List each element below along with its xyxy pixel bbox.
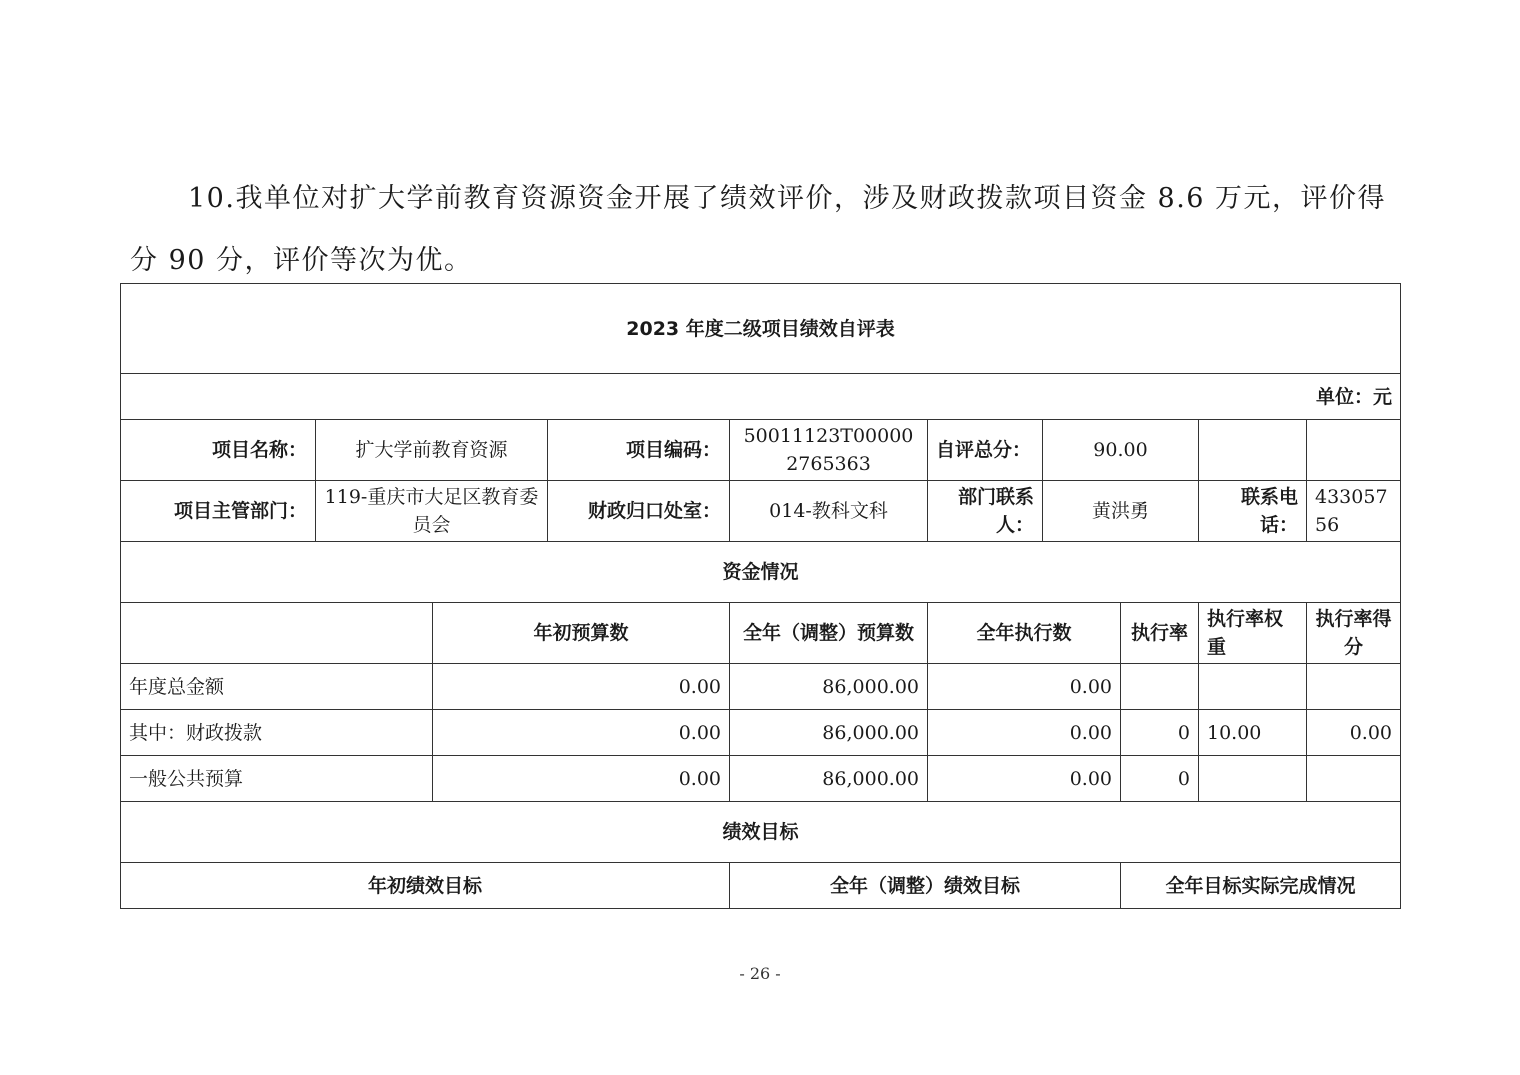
dept-value: 119-重庆市大足区教育委员会 bbox=[316, 481, 548, 542]
unit-label: 单位：元 bbox=[121, 374, 1401, 420]
weight-value bbox=[1199, 664, 1307, 710]
empty-cell bbox=[1199, 420, 1307, 481]
adjusted-value: 86,000.00 bbox=[730, 710, 928, 756]
project-name-value: 扩大学前教育资源 bbox=[316, 420, 548, 481]
goals-header: 全年目标实际完成情况 bbox=[1121, 863, 1401, 909]
weight-value: 10.00 bbox=[1199, 710, 1307, 756]
project-name-label: 项目名称： bbox=[121, 420, 316, 481]
office-label: 财政归口处室： bbox=[548, 481, 730, 542]
page-number: - 26 - bbox=[739, 964, 781, 983]
funds-header: 执行率 bbox=[1121, 603, 1199, 664]
score-value bbox=[1307, 664, 1401, 710]
table-row bbox=[121, 664, 1401, 710]
funds-header: 全年执行数 bbox=[928, 603, 1121, 664]
phone-value: 43305756 bbox=[1307, 481, 1401, 542]
table-row bbox=[121, 756, 1401, 802]
score-label: 自评总分： bbox=[928, 420, 1043, 481]
score-value: 0.00 bbox=[1307, 710, 1401, 756]
performance-table bbox=[120, 283, 1401, 909]
table-title: 2023 年度二级项目绩效自评表 bbox=[121, 284, 1401, 374]
score-value bbox=[1307, 756, 1401, 802]
contact-value: 黄洪勇 bbox=[1043, 481, 1199, 542]
executed-value: 0.00 bbox=[928, 756, 1121, 802]
row-label: 其中：财政拨款 bbox=[121, 710, 433, 756]
initial-value: 0.00 bbox=[433, 664, 730, 710]
row-label: 一般公共预算 bbox=[121, 756, 433, 802]
phone-label: 联系电话： bbox=[1199, 481, 1307, 542]
weight-value bbox=[1199, 756, 1307, 802]
empty-cell bbox=[121, 603, 433, 664]
empty-cell bbox=[1307, 420, 1401, 481]
funds-header: 执行率权重 bbox=[1199, 603, 1307, 664]
goals-section-title: 绩效目标 bbox=[121, 802, 1401, 863]
funds-header: 全年（调整）预算数 bbox=[730, 603, 928, 664]
funds-header: 执行率得分 bbox=[1307, 603, 1401, 664]
adjusted-value: 86,000.00 bbox=[730, 756, 928, 802]
project-code-value: 50011123T000002765363 bbox=[730, 420, 928, 481]
rate-value: 0 bbox=[1121, 756, 1199, 802]
rate-value: 0 bbox=[1121, 710, 1199, 756]
office-value: 014-教科文科 bbox=[730, 481, 928, 542]
executed-value: 0.00 bbox=[928, 664, 1121, 710]
score-value: 90.00 bbox=[1043, 420, 1199, 481]
table-row bbox=[121, 710, 1401, 756]
initial-value: 0.00 bbox=[433, 710, 730, 756]
goals-header: 年初绩效目标 bbox=[121, 863, 730, 909]
goals-header: 全年（调整）绩效目标 bbox=[730, 863, 1121, 909]
rate-value bbox=[1121, 664, 1199, 710]
contact-label: 部门联系人： bbox=[928, 481, 1043, 542]
funds-section-title: 资金情况 bbox=[121, 542, 1401, 603]
intro-paragraph: 10.我单位对扩大学前教育资源资金开展了绩效评价，涉及财政拨款项目资金 8.6 万元，评价得分 90 分，评价等次为优。 bbox=[130, 183, 1387, 276]
initial-value: 0.00 bbox=[433, 756, 730, 802]
row-label: 年度总金额 bbox=[121, 664, 433, 710]
executed-value: 0.00 bbox=[928, 710, 1121, 756]
project-code-label: 项目编码： bbox=[548, 420, 730, 481]
funds-header: 年初预算数 bbox=[433, 603, 730, 664]
dept-label: 项目主管部门： bbox=[121, 481, 316, 542]
adjusted-value: 86,000.00 bbox=[730, 664, 928, 710]
